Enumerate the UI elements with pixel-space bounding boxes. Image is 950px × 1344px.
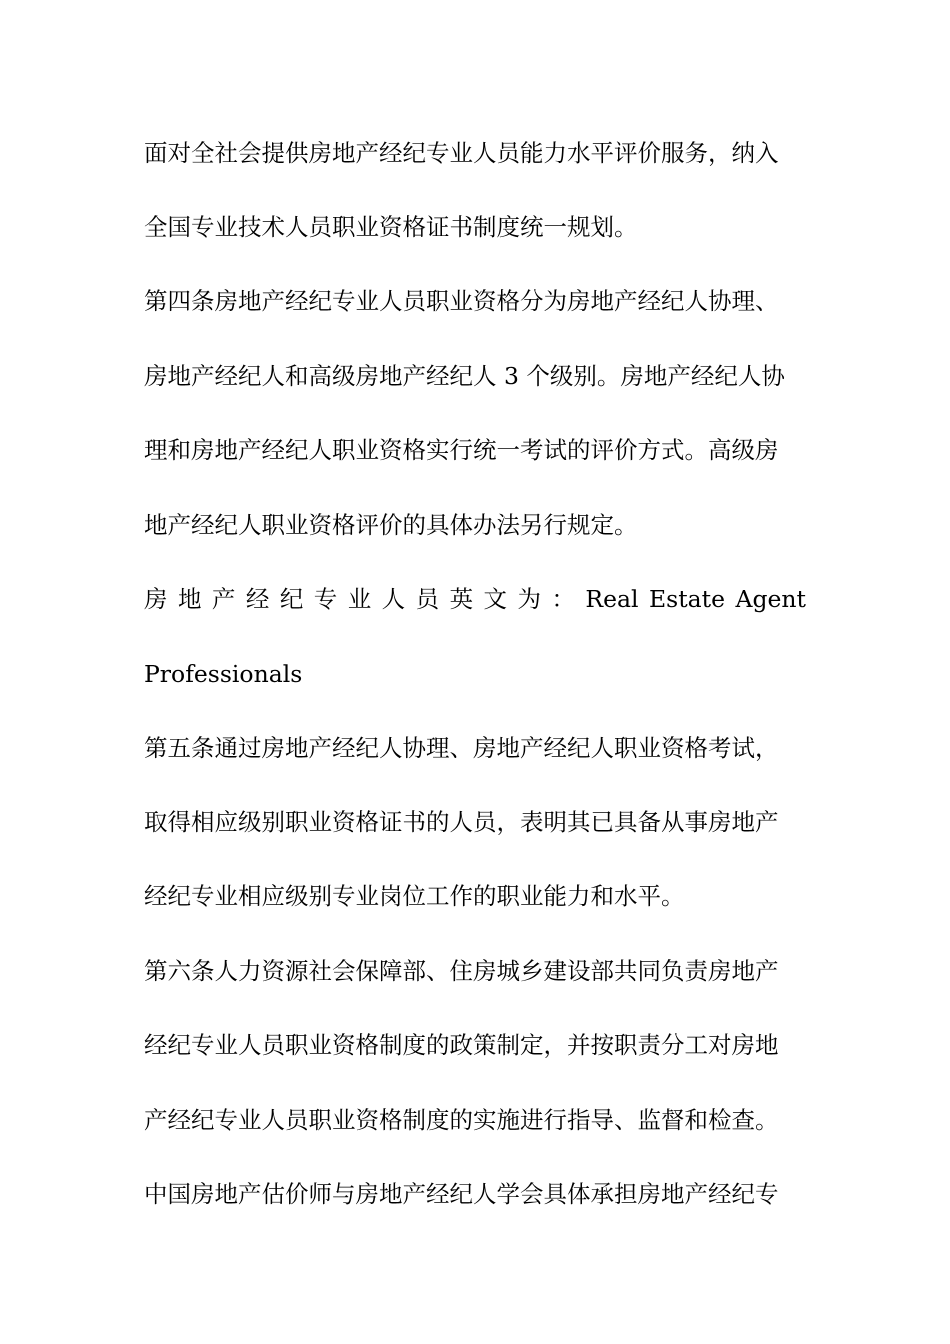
text-fragment: 人 <box>381 585 406 613</box>
text-line: 第六条人力资源社会保障部、住房城乡建设部共同负责房地产 <box>144 957 779 985</box>
text-line: 面对全社会提供房地产经纪专业人员能力水平评价服务，纳入 <box>144 139 779 167</box>
text-line: 全国专业技术人员职业资格证书制度统一规划。 <box>144 213 638 241</box>
text-fragment: 员 <box>415 585 440 613</box>
text-line: 第五条通过房地产经纪人协理、房地产经纪人职业资格考试， <box>144 734 779 762</box>
text-fragment: 房 <box>144 585 168 613</box>
text-line: 地产经纪人职业资格评价的具体办法另行规定。 <box>144 511 638 539</box>
text-line: 经纪专业相应级别专业岗位工作的职业能力和水平。 <box>144 882 685 910</box>
text-fragment: 经 <box>245 585 270 613</box>
text-fragment: 产 <box>211 585 236 613</box>
text-fragment: 业 <box>347 585 372 613</box>
text-line: 产经纪专业人员职业资格制度的实施进行指导、监督和检查。 <box>144 1106 779 1134</box>
text-fragment: Agent <box>735 585 806 613</box>
text-line: 取得相应级别职业资格证书的人员，表明其已具备从事房地产 <box>144 808 779 836</box>
text-fragment: Real <box>585 585 639 613</box>
text-line: 房地产经纪人和高级房地产经纪人 3 个级别。房地产经纪人协 <box>144 362 785 390</box>
text-fragment: 英 <box>449 585 474 613</box>
english-name-line <box>144 579 806 619</box>
text-fragment: ： <box>551 585 575 613</box>
text-fragment: 专 <box>313 585 338 613</box>
text-fragment: 为 <box>517 585 541 613</box>
text-fragment: 地 <box>177 585 202 613</box>
text-fragment: Estate <box>648 585 726 613</box>
text-line: Professionals <box>144 660 303 688</box>
text-fragment: 纪 <box>279 585 304 613</box>
text-line: 理和房地产经纪人职业资格实行统一考试的评价方式。高级房 <box>144 436 779 464</box>
text-line: 经纪专业人员职业资格制度的政策制定，并按职责分工对房地 <box>144 1031 779 1059</box>
text-fragment: 文 <box>483 585 508 613</box>
text-line: 中国房地产估价师与房地产经纪人学会具体承担房地产经纪专 <box>144 1180 779 1208</box>
text-line: 第四条房地产经纪专业人员职业资格分为房地产经纪人协理、 <box>144 287 779 315</box>
